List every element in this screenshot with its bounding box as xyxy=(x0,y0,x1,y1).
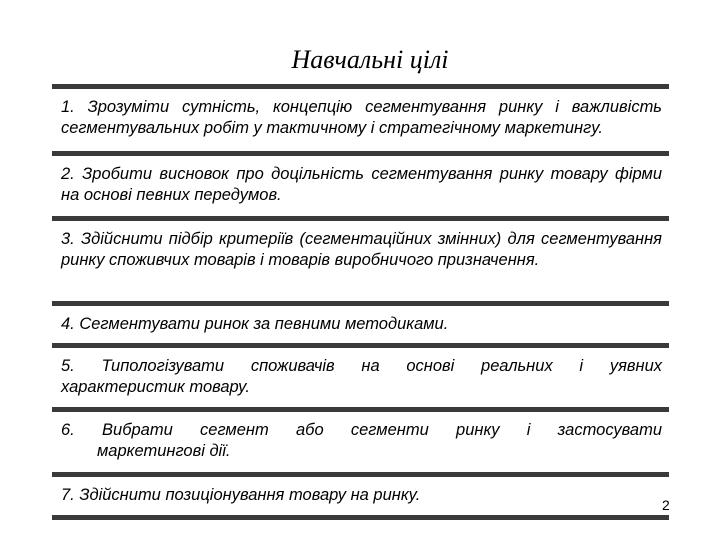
goal-item-6 xyxy=(52,407,669,472)
goal-item-7: 7. Здійснити позиціонування товару на ринку. xyxy=(52,472,669,520)
goal-item-6-line-1: 6. Вибрати сегмент або сегменти ринку і застосувати xyxy=(61,421,662,439)
goal-item-3: 3. Здійснити підбір критеріїв (сегментаційних змінних) для сегментування ринку споживчих товарів і товарів виробничого призначення. xyxy=(52,216,669,301)
learning-goals-list xyxy=(52,84,669,520)
goal-item-2: 2. Зробити висновок про доцільність сегментування ринку товару фірми на основі певних передумов. xyxy=(52,151,669,216)
slide-title: Навчальні цілі xyxy=(291,45,449,74)
page-number: 2 xyxy=(662,497,670,513)
goal-item-5 xyxy=(52,343,669,407)
goal-item-4: 4. Сегментувати ринок за певними методиками. xyxy=(52,301,669,343)
goal-item-5-line-1: 5. Типологізувати споживачів на основі реальних і уявних xyxy=(61,357,662,375)
goal-item-5-line-2: характеристик товару. xyxy=(61,378,250,396)
goal-item-1: 1. Зрозуміти сутність, концепцію сегментування ринку і важливість сегментувальних робіт у тактичному і стратегічному маркетингу. xyxy=(52,84,669,151)
goal-item-6-line-2: маркетингові дії. xyxy=(97,442,231,460)
